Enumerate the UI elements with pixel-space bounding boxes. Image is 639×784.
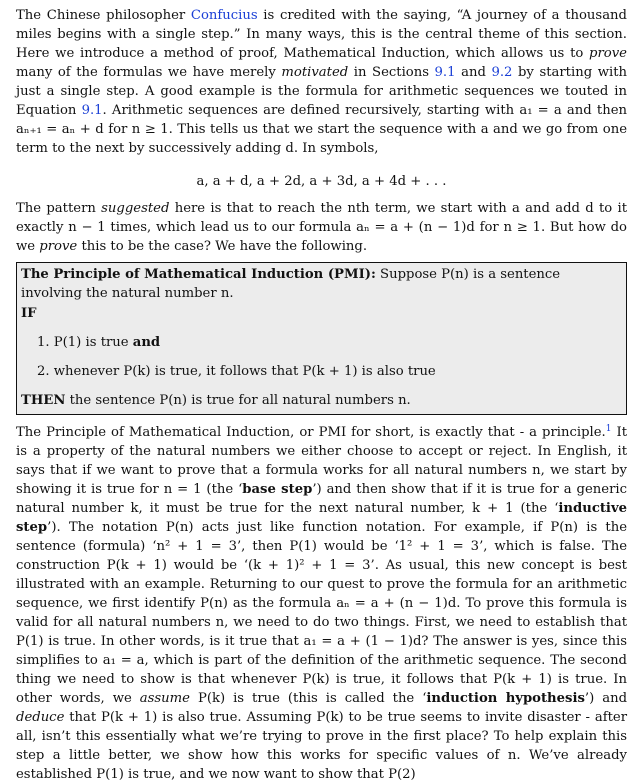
intro-text: . Arithmetic sequences are defined recursively, starting with a₁ = a and then aₙ₊₁ = aₙ + d for n ≥ 1. This tells us that we start the sequence with a and we go from one term to the next by successively adding d. In symbols,: [16, 103, 627, 156]
pmi-conclusion: [21, 391, 622, 410]
confucius-link[interactable]: Confucius: [190, 8, 258, 23]
body-text: P(k) is true (this is called the ‘: [189, 691, 427, 706]
intro-paragraph: [16, 6, 627, 158]
pmi-if-label: IF: [21, 306, 37, 321]
body-text: The Principle of Mathematical Induction, or PMI for short, is exactly that - a principle.: [16, 425, 606, 440]
equation-9-1-link[interactable]: 9.1: [81, 103, 103, 118]
intro-text: in Sections: [348, 65, 435, 80]
pattern-text: here is that to reach the nth term, we start with a and add d to it exactly n − 1 times, which lead us to our formula aₙ = a + (n − 1)d for n ≥ 1. But how do we: [16, 201, 628, 254]
body-text: ’). The notation P(n) acts just like function notation. For example, if P(n) is the sentence (formula) ‘n² + 1 = 3’, then P(1) would be ‘1² + 1 = 3’, which is false. The construction P(k + 1) would be ‘(k + 1)² + 1 = 3’. As usual, this new concept is best illustrated with an example. Returning to our quest to prove the formula for an arithmetic sequence, we first identify P(n) as the formula aₙ = a + (n − 1)d. To prove this formula is valid for all natural numbers n, we need to do two things. First, we need to establish that P(1) is true. In other words, is it true that a₁ = a + (1 − 1)d? The answer is yes, since this simplifies to a₁ = a, which is part of the definition of the arithmetic sequence. The second thing we need to show is that whenever P(k) is true, it follows that P(k + 1) is true. In other words, we: [16, 520, 627, 706]
intro-text: and: [455, 65, 492, 80]
pmi-box: [16, 262, 627, 415]
emphasis-prove: prove: [39, 239, 78, 254]
sequence-display: a, a + d, a + 2d, a + 3d, a + 4d + . . .: [196, 174, 447, 189]
emphasis-motivated: motivated: [281, 65, 349, 80]
body-text: ’) and: [584, 691, 628, 706]
pattern-text: this to be the case? We have the following.: [77, 239, 368, 254]
intro-text: by starting with just a single step. A good example is the formula for arithmetic sequences we touted in Equation: [16, 65, 627, 118]
pmi-heading-text: Suppose P(n) is a sentence involving the natural number n.: [21, 267, 561, 301]
emphasis-assume: assume: [139, 691, 190, 706]
pmi-condition-text: 1. P(1) is true: [37, 335, 133, 350]
body-paragraph: [16, 423, 627, 784]
pmi-title: The Principle of Mathematical Induction (PMI):: [21, 267, 376, 282]
pmi-heading: [21, 265, 622, 303]
pattern-paragraph: [16, 199, 627, 256]
pmi-condition-1: [37, 333, 622, 352]
term-inductive-step: inductive step: [16, 501, 627, 535]
pmi-conditions: [21, 333, 622, 381]
body-text: ’) and then show that if it is true for a generic natural number k, it must be true for the next natural number, k + 1 (the ‘: [16, 482, 627, 516]
body-text: that P(k + 1) is also true. Assuming P(k) to be true seems to invite disaster - after all, isn’t this essentially what we’re trying to prove in the first place? To help explain this step a little better, we show how this works for specific values of n. We’ve already established P(1) is true, and we now want to show that P(2): [16, 710, 627, 782]
footnote-1-link[interactable]: 1: [605, 424, 612, 434]
pmi-then-label: THEN: [21, 393, 66, 408]
term-base-step: base step: [242, 482, 313, 497]
intro-text: is credited with the saying, “A journey of a thousand miles begins with a single step.” In many ways, this is the central theme of this section. Here we introduce a method of proof, Mathematical Induction, which allows us to: [16, 8, 627, 61]
intro-text: many of the formulas we have merely: [16, 65, 282, 80]
page: [16, 6, 627, 784]
section-9-2-link[interactable]: 9.2: [491, 65, 513, 80]
body-text: It is a property of the natural numbers we either choose to accept or reject. In English, it says that if we want to prove that a formula works for all natural numbers n, we start by showing it is true for n = 1 (the ‘: [16, 425, 627, 497]
emphasis-deduce: deduce: [16, 710, 65, 725]
emphasis-prove: prove: [589, 46, 627, 61]
pmi-conclusion-text: the sentence P(n) is true for all natural numbers n.: [65, 393, 411, 408]
term-induction-hypothesis: induction hypothesis: [426, 691, 585, 706]
pmi-and: and: [132, 335, 161, 350]
pmi-condition-2: 2. whenever P(k) is true, it follows that P(k + 1) is also true: [37, 364, 436, 379]
section-9-1-link[interactable]: 9.1: [434, 65, 456, 80]
intro-text: The Chinese philosopher: [16, 8, 191, 23]
pattern-text: The pattern: [16, 201, 102, 216]
emphasis-suggested: suggested: [101, 201, 170, 216]
